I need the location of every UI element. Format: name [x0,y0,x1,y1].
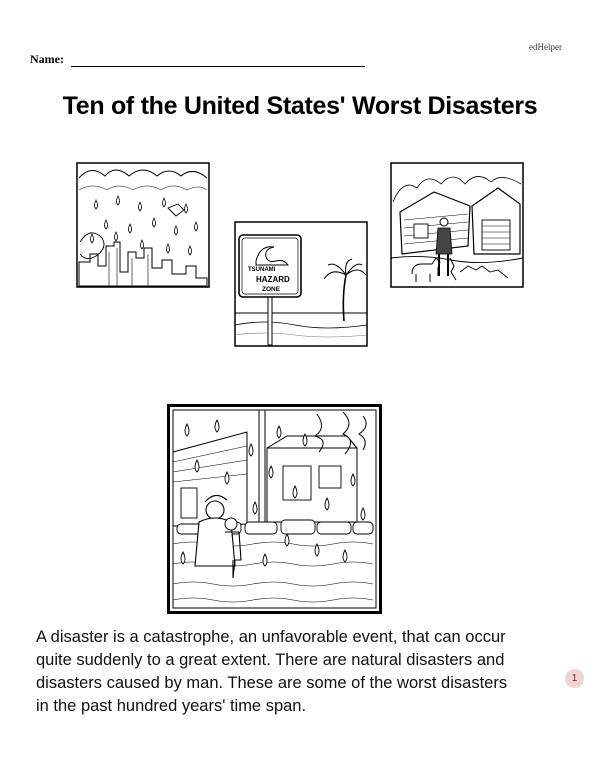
paragraph-line: A disaster is a catastrophe, an unfavorable event, that can occur [36,628,506,646]
sign-line-tsunami: TSUNAMI [248,267,276,273]
paragraph-line: quite suddenly to a great extent. There are natural disasters and [36,651,505,669]
sign-line-hazard: HAZARD [256,275,290,284]
name-label: Name: [30,52,64,66]
rain-storm-city-illustration [76,162,210,288]
flood-rain-illustration [167,404,382,614]
page-number-badge: 1 [565,669,584,688]
paragraph-line: in the past hundred years' time span. [36,697,307,715]
brand-label: edHelper [529,42,562,52]
tsunami-sign-illustration [234,221,368,347]
collapsed-houses-illustration [390,162,524,288]
name-line[interactable] [71,54,365,67]
sign-line-zone: ZONE [262,286,281,293]
name-field-row [30,52,365,67]
intro-paragraph [36,626,566,718]
paragraph-line: disasters caused by man. These are some of the worst disasters [36,674,508,692]
page-title: Ten of the United States' Worst Disasters [62,92,538,120]
